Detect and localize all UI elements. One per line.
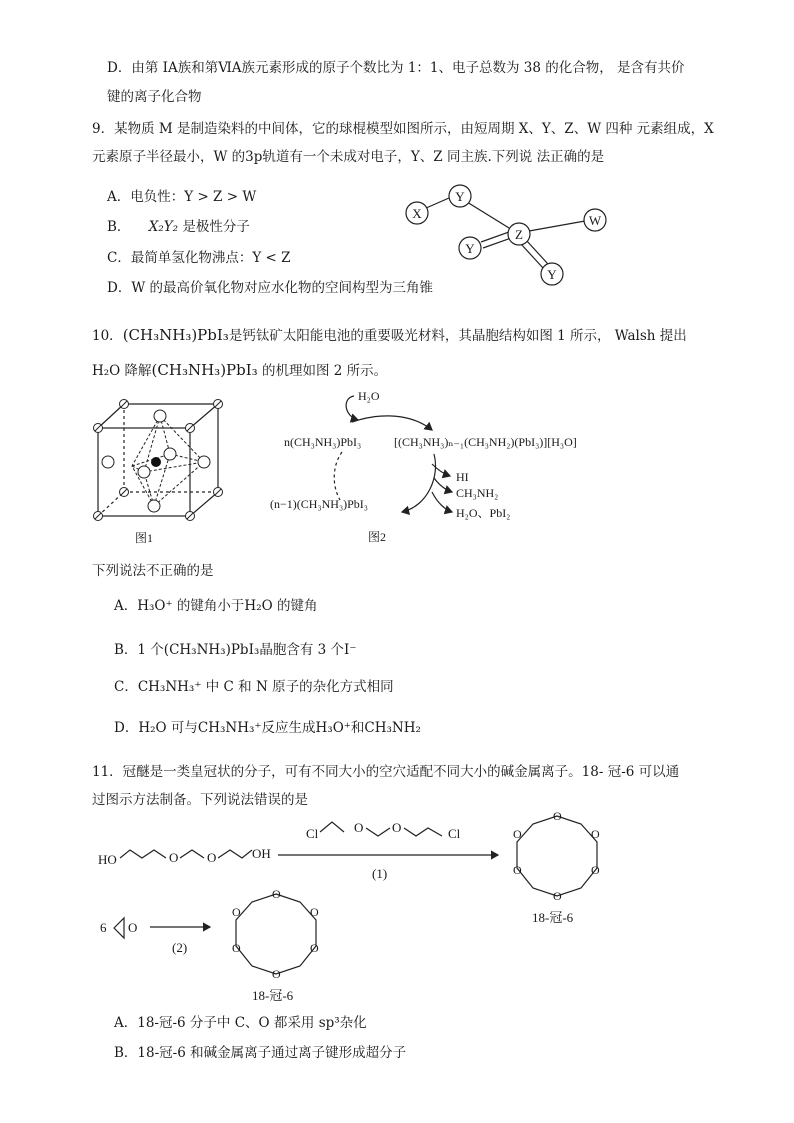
q10-stem-text-2a: H₂O 降解 (92, 363, 152, 379)
svg-text:O: O (591, 827, 600, 841)
atom-x-label: X (412, 206, 422, 221)
q10-stem-text-1: 是钙钛矿太阳能电池的重要吸光材料，其晶胞结构如图 1 所示， Walsh 提出 (228, 328, 687, 344)
bond-z-y2-double-b (526, 240, 548, 264)
q10-question: 下列说法不正确的是 (92, 563, 214, 579)
atom-y-left-label: Y (465, 241, 475, 256)
svg-text:O: O (553, 889, 562, 903)
bond-z-w (529, 221, 585, 231)
crown-name-bottom: 18-冠-6 (252, 988, 294, 1003)
atom-z-label: Z (515, 227, 523, 242)
body-center-atom (151, 457, 161, 467)
crown-ether-bottom (232, 887, 319, 981)
atom-y-top-label: Y (455, 189, 465, 204)
q10-formula-2: (CH₃NH₃)PbI₃ (151, 361, 258, 379)
reactant-ho: HO (98, 852, 117, 867)
reagent-chain-1 (320, 822, 344, 832)
crown-name-top: 18-冠-6 (532, 910, 574, 925)
reagent-cl-right: Cl (448, 826, 461, 841)
fig2-top-arrow (352, 416, 432, 430)
svg-text:O: O (272, 967, 281, 981)
q9-ball-stick-model (395, 176, 625, 294)
q9-option-b (107, 219, 250, 235)
svg-text:O: O (310, 905, 319, 919)
reagent-cl-left: Cl (306, 826, 319, 841)
q9-stem-line2: 元素原子半径最小，W 的3p轨道有一个未成对电子，Y、Z 同主族.下列说 法正确的是 (92, 149, 605, 165)
svg-text:O: O (272, 887, 281, 901)
q10-stem-line1 (92, 326, 687, 344)
q9-option-c: C．最简单氢化物沸点：Y < Z (107, 250, 291, 266)
fig1-unit-cell (88, 396, 233, 544)
q9-option-a: A．电负性：Y > Z > W (107, 189, 257, 205)
reactant-oh: OH (252, 846, 271, 861)
reactant-o-1: O (169, 850, 179, 865)
fig2-out-h2o-pbi2: H₂O、PbI₂ (456, 506, 511, 520)
crown-ether-top (513, 810, 600, 903)
epoxide-o: O (128, 920, 138, 935)
fig1-caption: 图1 (134, 531, 154, 544)
q10-option-d: D．H₂O 可与CH₃NH₃⁺反应生成H₃O⁺和CH₃NH₂ (114, 720, 421, 736)
q10-option-c: C．CH₃NH₃⁺ 中 C 和 N 原子的杂化方式相同 (114, 679, 394, 695)
q10-stem-line2 (92, 361, 387, 379)
svg-text:O: O (232, 905, 241, 919)
q11-stem-line1: 11．冠醚是一类皇冠状的分子，可有不同大小的空穴适配不同大小的碱金属离子。18- 冠-6 可以通 (92, 764, 680, 780)
fig2-out-hi: HI (456, 470, 469, 484)
q9-option-b-text: 是极性分子 (182, 219, 250, 235)
step2-label: (2) (172, 940, 188, 955)
epoxide-count: 6 (100, 920, 107, 935)
reactant-o-2: O (207, 850, 217, 865)
bond-z-y2-double-a (521, 244, 543, 268)
q10-option-a: A．H₃O⁺ 的键角小于H₂O 的键角 (114, 598, 318, 614)
svg-text:O: O (553, 810, 562, 823)
fig2-water-label: H₂O (358, 389, 380, 403)
reagent-o-2: O (392, 820, 402, 835)
q9-stem-line1: 9．某物质 M 是制造染料的中间体，它的球棍模型如图所示，由短周期 X、Y、Z、W 四种 元素组成，X (92, 121, 714, 137)
q8-option-d-line2: 键的离子化合物 (107, 89, 202, 105)
reactant-chain-3 (218, 850, 252, 858)
bond-y-z (467, 202, 509, 228)
svg-text:O: O (591, 863, 600, 877)
fig2-out-ch3nh2: CH₃NH₂ (456, 486, 499, 500)
svg-text:O: O (513, 863, 522, 877)
q10-stem-text-2b: 的机理如图 2 所示。 (257, 363, 388, 379)
q8-option-d-line1: D．由第 ⅠA族和第ⅥA族元素形成的原子个数比为 1：1、电子总数为 38 的化合物， 是含有共价 (107, 60, 685, 76)
svg-text:O: O (232, 941, 241, 955)
svg-text:O: O (513, 827, 522, 841)
fig2-left-bottom-label: (n−1)(CH₃NH₃)PbI₃ (270, 497, 368, 511)
q9-option-b-label: B． (107, 219, 131, 235)
reagent-chain-2 (366, 828, 390, 836)
fig2-mechanism (262, 386, 632, 546)
q10-number: 10． (92, 328, 123, 344)
q11-stem-line2: 过图示方法制备。下列说法错误的是 (92, 792, 308, 808)
reactant-chain-2 (180, 850, 204, 858)
q9-option-b-formula: X₂Y₂ (148, 219, 179, 235)
atom-w-label: W (588, 213, 602, 228)
reagent-chain-3 (404, 828, 442, 836)
fig2-left-top-label: n(CH₃NH₃)PbI₃ (284, 435, 362, 449)
svg-text:O: O (310, 941, 319, 955)
q11-option-a: A．18-冠-6 分子中 C、O 都采用 sp³杂化 (114, 1015, 367, 1031)
fig2-caption: 图2 (368, 530, 387, 544)
fig2-dashed-link (334, 452, 342, 500)
reactant-chain-1 (120, 850, 166, 858)
atom-y-bottom-label: Y (547, 267, 557, 282)
fig2-water-arrow (346, 396, 358, 420)
fig2-down-arrow (402, 454, 436, 512)
q10-formula-1: (CH₃NH₃)PbI₃ (122, 326, 229, 344)
epoxide-ring (114, 918, 124, 938)
q9-option-d: D．W 的最高价氧化物对应水化物的空间构型为三角锥 (107, 280, 433, 296)
step1-label: (1) (372, 866, 388, 881)
fig2-intermediate-label: [(CH₃NH₃)ₙ₋₁(CH₃NH₂)(PbI₃)][H₃O] (394, 435, 577, 449)
q11-option-b: B．18-冠-6 和碱金属离子通过离子键形成超分子 (114, 1045, 407, 1061)
q10-option-b: B．1 个(CH₃NH₃)PbI₃晶胞含有 3 个I⁻ (114, 642, 357, 658)
reagent-o-1: O (354, 820, 364, 835)
q11-synthesis-scheme (92, 810, 632, 1010)
